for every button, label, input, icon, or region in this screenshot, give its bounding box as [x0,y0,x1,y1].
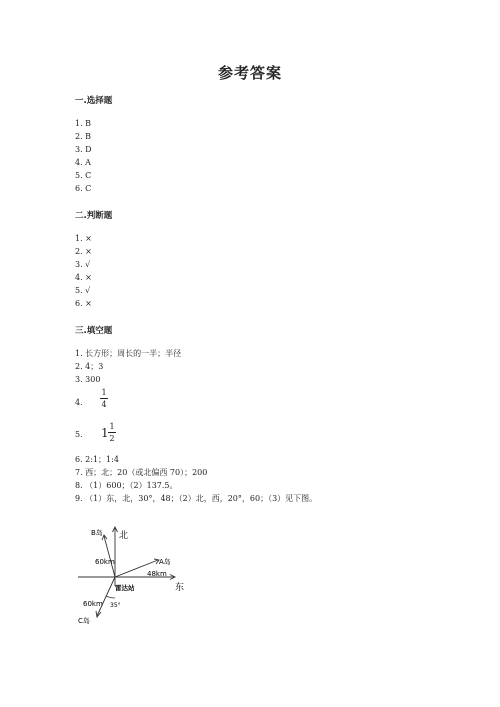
page-title: 参考答案 [217,64,282,82]
section-heading-fill: 三.填空题 [75,326,113,336]
answer-line: 4. A [75,158,91,167]
fraction-denominator: 4 [101,400,107,409]
answer-line: 9. （1）东，北，30°，48；（2）北，西，20°，60；（3）见下图。 [75,494,318,503]
answer-line: 2. × [75,247,92,256]
answer-line: 6. 2:1；1:4 [75,455,119,464]
answer-line: 3. √ [75,260,91,269]
answer-line: 5. √ [75,286,91,295]
c-angle-label: 35° [110,602,121,609]
c-angle-arc [106,596,115,598]
answer-line: 6. C [75,184,92,193]
fraction-bar [100,398,108,399]
b-island-label: B岛 [91,529,103,537]
answer-line: 1. 长方形；周长的一半；半径 [75,349,182,358]
a-distance: 48km [147,570,167,578]
answer-line: 3. 300 [75,375,101,384]
answer-line: 8. （1）600；（2）137.5。 [75,481,178,490]
b-distance: 60km [95,558,115,566]
direction-diagram [70,520,200,630]
b-ray [104,536,115,577]
answer-line: 4. × [75,273,92,282]
radar-station-label: 雷达站 [115,584,135,592]
c-island-label: C岛 [78,617,90,625]
mixed-whole: 1 [101,426,109,440]
north-label: 北 [119,531,129,541]
answer-line: 1. B [75,119,92,128]
c-ray [97,577,115,616]
answer-line: 6. × [75,299,92,308]
fraction [108,422,116,443]
fraction-bar [108,432,116,433]
answer-line: 1. × [75,234,92,243]
section-heading-judge: 二.判断题 [75,211,113,221]
answer-line-q5: 5. [75,430,83,439]
answer-line: 7. 西；北；20（或北偏西 70）；200 [75,468,208,477]
fraction-numerator: 1 [109,422,115,431]
fraction [100,388,108,409]
answer-line: 5. C [75,171,92,180]
answer-line: 2. B [75,132,92,141]
section-heading-choice: 一.选择题 [75,96,113,106]
a-island-label: A岛 [159,558,171,566]
answer-line: 2. 4；3 [75,362,104,371]
c-distance: 60km [83,600,103,608]
fraction-numerator: 1 [101,388,107,397]
fraction-denominator: 2 [109,434,115,443]
east-label: 东 [175,583,185,593]
answer-line: 3. D [75,145,92,154]
answer-line-q4: 4. [75,398,83,407]
